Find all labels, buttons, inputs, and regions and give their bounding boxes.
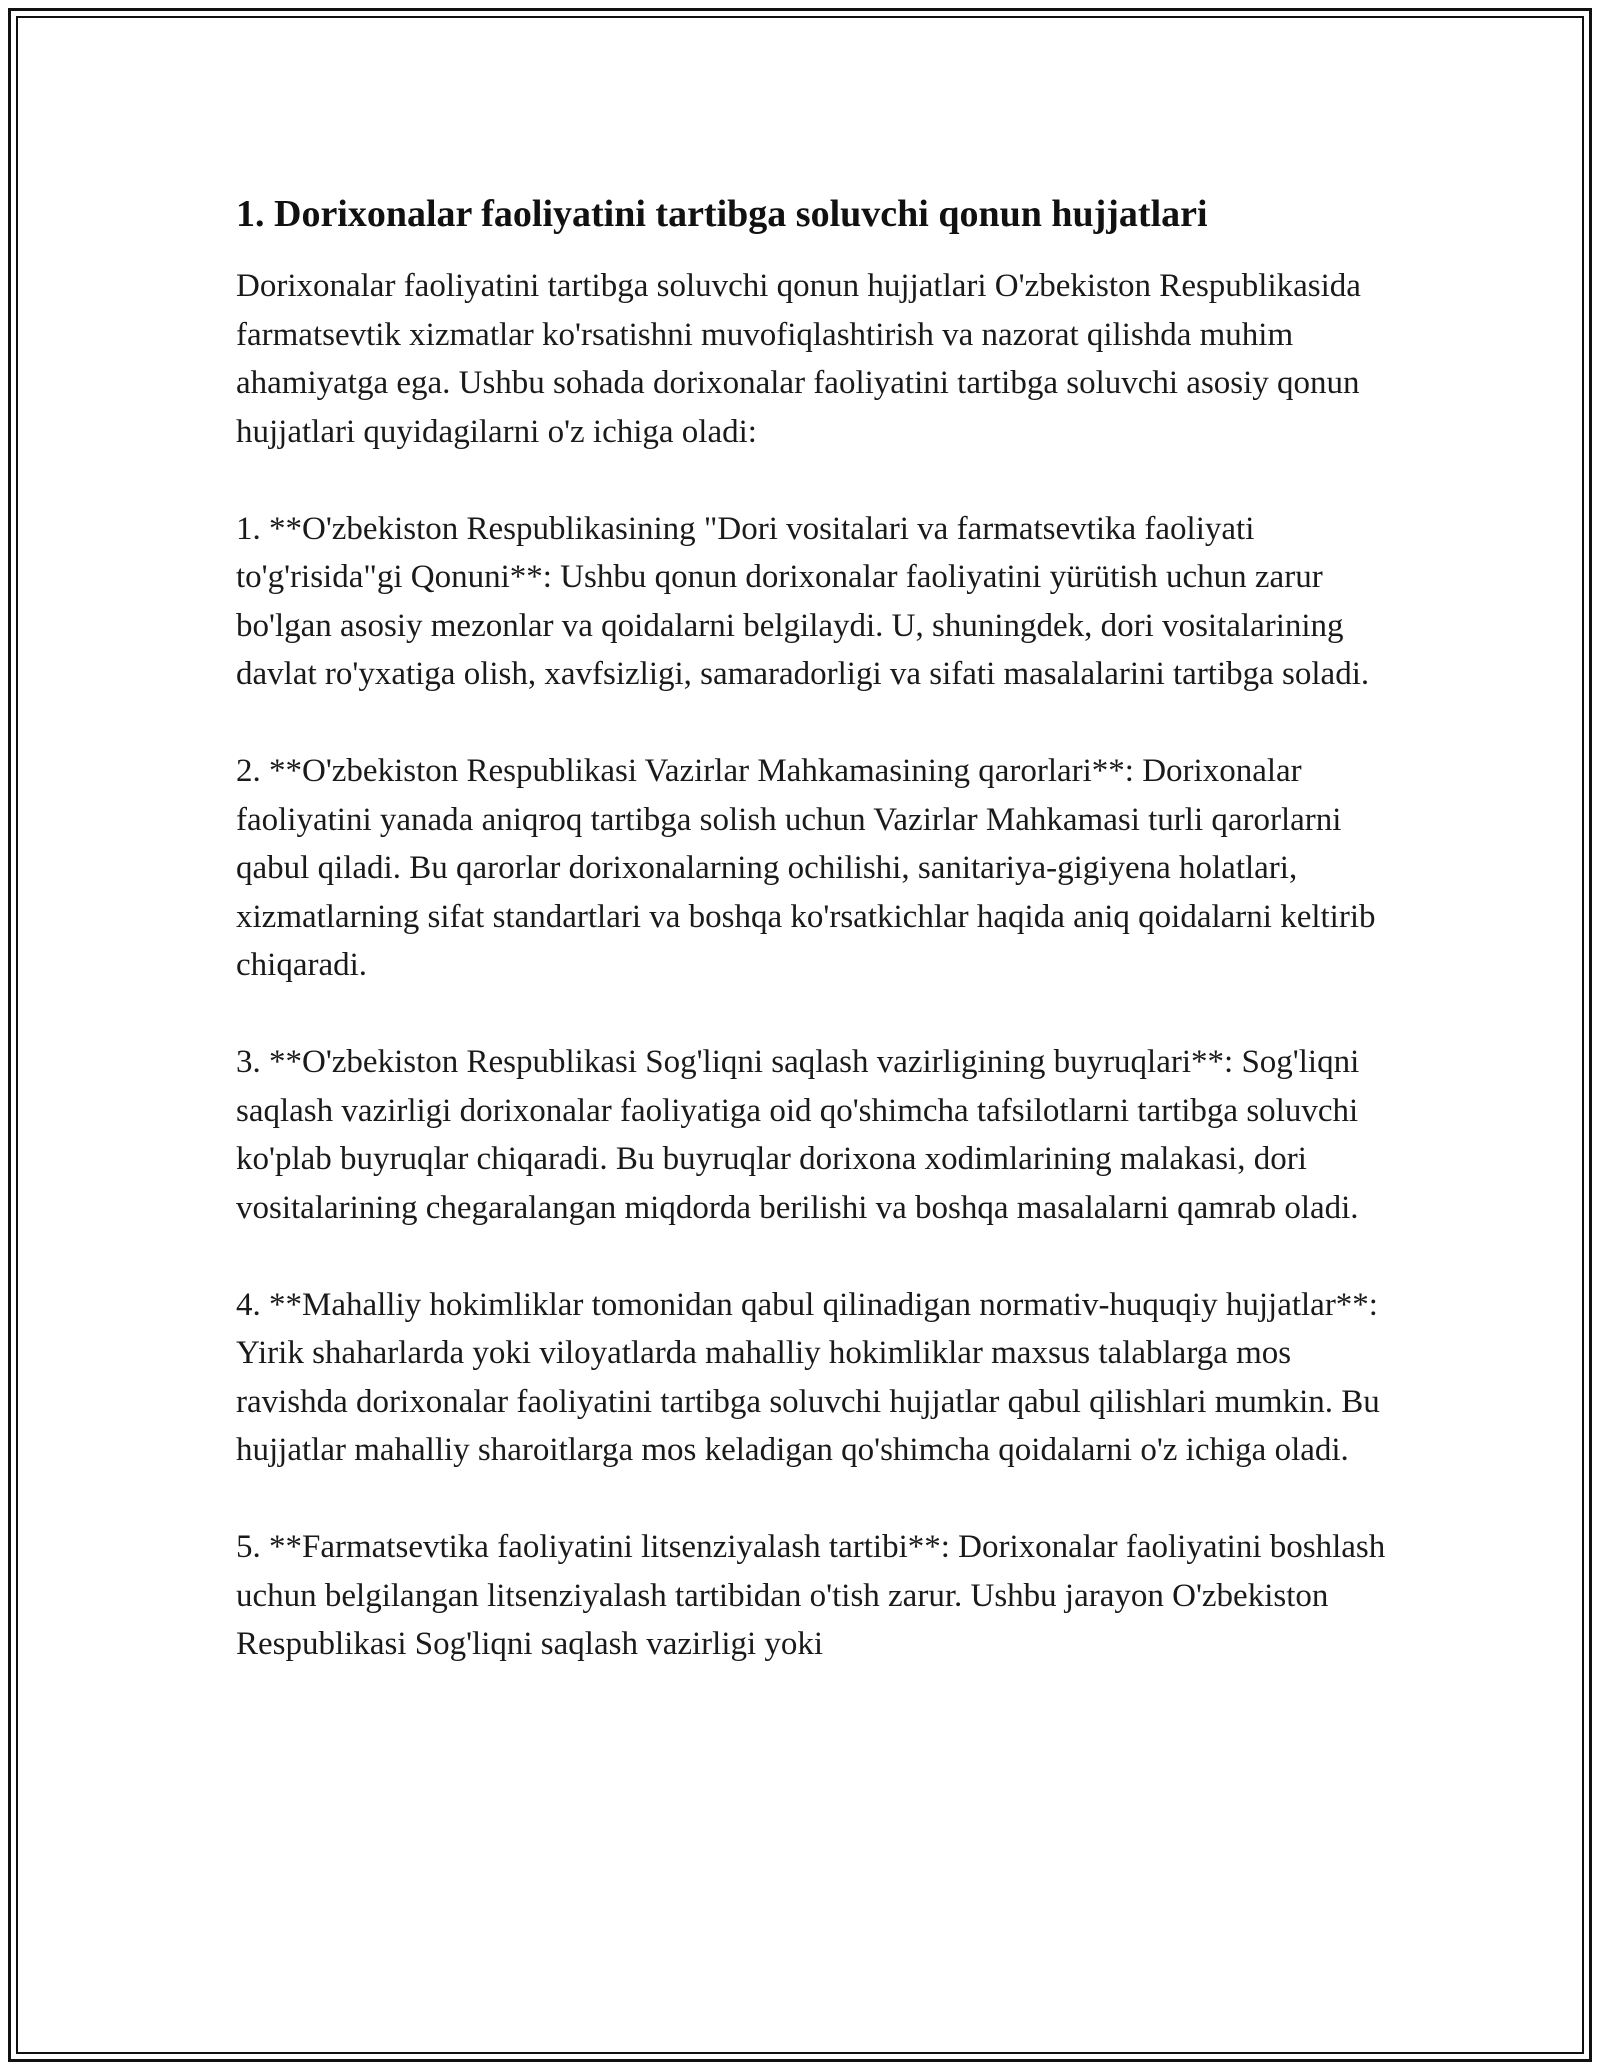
list-item-3: 3. **O'zbekiston Respublikasi Sog'liqni saqlash vazirligining buyruqlari**: Sog'liqni saqlash vazirligi dorixonalar faoliyatiga oid qo'shimcha tafsilotlarni tartibga soluvchi ko'plab buyruqlar chiqaradi. Bu buyruqlar dorixona xodimlarining malakasi, dori vositalarining chegaralangan miqdorda berilishi va boshqa masalalarni qamrab oladi.: [236, 1044, 1360, 1226]
list-item-5: 5. **Farmatsevtika faoliyatini litsenziyalash tartibi**: Dorixonalar faoliyatini boshlash uchun belgilangan litsenziyalash tartibidan o'tish zarur. Ushbu jarayon O'zbekiston Respublikasi Sog'liqni saqlash vazirligi yoki: [236, 1529, 1386, 1662]
section-title: 1. Dorixonalar faoliyatini tartibga soluvchi qonun hujjatlari: [236, 193, 1208, 235]
list-item-1: 1. **O'zbekiston Respublikasining "Dori vositalari va farmatsevtika faoliyati to'g'risida"gi Qonuni**: Ushbu qonun dorixonalar faoliyatini yürütish uchun zarur bo'lgan asosiy mezonlar va qoidalarni belgilaydi. U, shuningdek, dori vositalarining davlat ro'yxatiga olish, xavfsizligi, samaradorligi va sifati masalalarini tartibga soladi.: [236, 510, 1370, 692]
list-item-2: 2. **O'zbekiston Respublikasi Vazirlar Mahkamasining qarorlari**: Dorixonalar faoliyatini yanada aniqroq tartibga solish uchun Vazirlar Mahkamasi turli qarorlarni qabul qiladi. Bu qarorlar dorixonalarning ochilishi, sanitariya-gigiyena holatlari, xizmatlarning sifat standartlari va boshqa ko'rsatkichlar haqida aniq qoidalarni keltirib chiqaradi.: [236, 753, 1376, 983]
document-page: [236, 190, 1386, 1717]
intro-paragraph: Dorixonalar faoliyatini tartibga soluvchi qonun hujjatlari O'zbekiston Respublikasida farmatsevtik xizmatlar ko'rsatishni muvofiqlashtirish va nazorat qilishda muhim ahamiyatga ega. Ushbu sohada dorixonalar faoliyatini tartibga soluvchi asosiy qonun hujjatlari quyidagilarni o'z ichiga oladi:: [236, 268, 1361, 450]
list-item-4: 4. **Mahalliy hokimliklar tomonidan qabul qilinadigan normativ-huquqiy hujjatlar**: Yirik shaharlarda yoki viloyatlarda mahalliy hokimliklar maxsus talablarga mos ravishda dorixonalar faoliyatini tartibga soluvchi hujjatlar qabul qilishlari mumkin. Bu hujjatlar mahalliy sharoitlarga mos keladigan qo'shimcha qoidalarni o'z ichiga oladi.: [236, 1286, 1380, 1468]
